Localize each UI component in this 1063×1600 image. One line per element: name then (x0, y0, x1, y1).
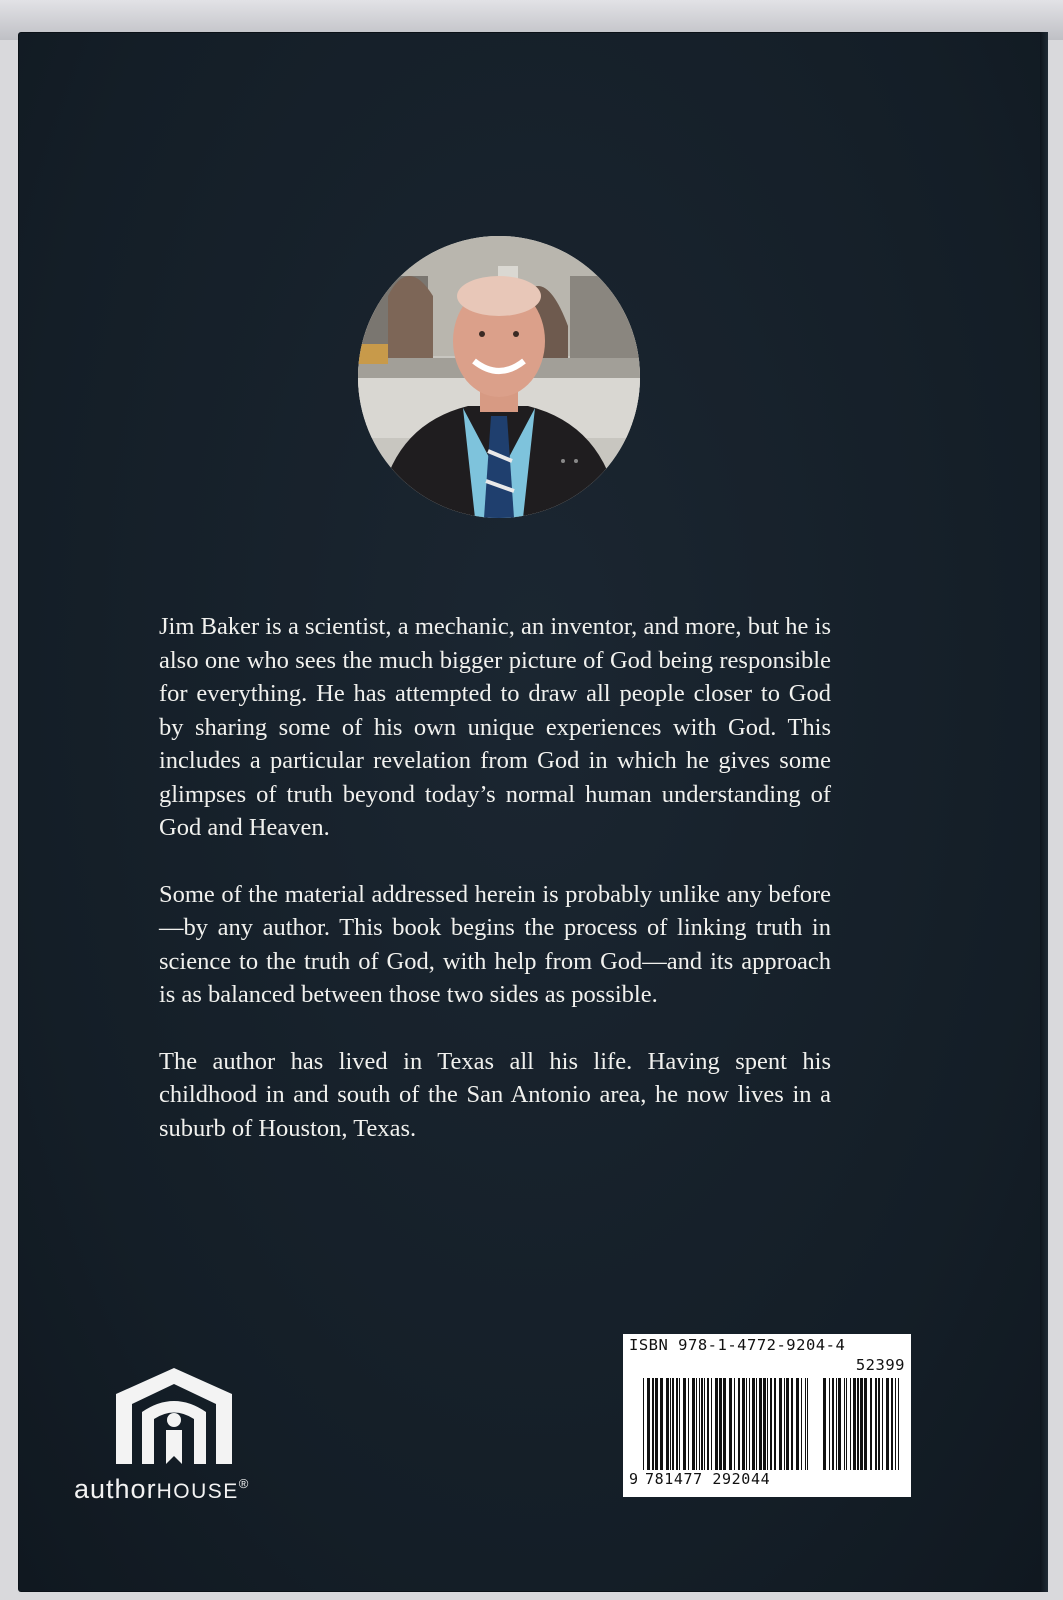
barcode-bar (836, 1378, 837, 1470)
barcode-bar (864, 1378, 867, 1470)
barcode-bar (853, 1378, 856, 1470)
blurb-paragraph: Jim Baker is a scientist, a mechanic, an inventor, and more, but he is also one who sees the much bigger picture of God being responsible for everything. He has attempted to draw all people closer to God by sharing some of his own unique experiences with God. This includes a particular revelation from God in which he gives some glimpses of truth beyond today’s normal human understanding of God and Heaven. (159, 613, 831, 841)
barcode-bar (688, 1378, 689, 1470)
publisher-name (74, 1474, 294, 1505)
barcode-bar (660, 1378, 663, 1470)
barcode-bar (676, 1378, 678, 1470)
barcode-bar (895, 1378, 896, 1470)
barcode-bar (652, 1378, 654, 1470)
barcode-bar (857, 1378, 859, 1470)
barcode-bar (838, 1378, 841, 1470)
barcode-bar (643, 1378, 644, 1470)
blurb-paragraph: The author has lived in Texas all his life. Having spent his childhood in and south of the San Antonio area, he now lives in a suburb of Houston, Texas. (159, 1047, 831, 1142)
barcode-bar (707, 1378, 709, 1470)
publisher-name-part1: author (74, 1474, 157, 1504)
barcode-bar (774, 1378, 776, 1470)
barcode-bar (746, 1378, 747, 1470)
barcode-bar (719, 1378, 722, 1470)
isbn-barcode (623, 1334, 911, 1497)
barcode-bar (763, 1378, 766, 1470)
barcode-bar (786, 1378, 789, 1470)
barcode-bar (701, 1378, 703, 1470)
barcode-bar (767, 1378, 768, 1470)
barcode-bar (704, 1378, 705, 1470)
barcode-bar (729, 1378, 732, 1470)
barcode-bar (801, 1378, 802, 1470)
barcode-bar (779, 1378, 782, 1470)
barcode-bar (666, 1378, 669, 1470)
barcode-bar (882, 1378, 883, 1470)
barcode-bar (749, 1378, 750, 1470)
barcode-bar (807, 1378, 808, 1470)
barcode-bar (891, 1378, 893, 1470)
barcode-bar (738, 1378, 740, 1470)
cover-edge (1040, 32, 1048, 1592)
ean-digits: 781477 292044 (645, 1470, 771, 1488)
price-addon-bars (823, 1378, 905, 1470)
barcode-bar (723, 1378, 726, 1470)
barcode-bar (784, 1378, 785, 1470)
book-back-cover (18, 32, 1048, 1592)
barcode-bar (770, 1378, 772, 1470)
barcode-bar (715, 1378, 718, 1470)
publisher-logo (74, 1364, 274, 1514)
barcode-bar (791, 1378, 793, 1470)
isbn-label: ISBN 978-1-4772-9204-4 (629, 1336, 846, 1354)
ean-barcode-bars (643, 1378, 813, 1470)
barcode-bar (829, 1378, 830, 1470)
blurb-paragraph: Some of the material addressed herein is probably unlike any before—by any author. This book begins the process of linking truth in science to the truth of God, with help from God—and its approach is as balanced between those two sides as possible. (159, 880, 831, 1008)
barcode-bar (759, 1378, 762, 1470)
author-photo (358, 236, 640, 518)
registered-mark: ® (238, 1476, 250, 1491)
house-arch-bookmark-logo (114, 1364, 234, 1464)
barcode-bar (692, 1378, 695, 1470)
barcode-bar (670, 1378, 671, 1470)
barcode-bar (875, 1378, 877, 1470)
barcode-bar (655, 1378, 658, 1470)
barcode-bar (742, 1378, 745, 1470)
barcode-bar (805, 1378, 806, 1470)
ean-first-digit: 9 (629, 1470, 639, 1488)
barcode-bar (860, 1378, 863, 1470)
barcode-bar (696, 1378, 697, 1470)
barcode-bar (752, 1378, 755, 1470)
publisher-name-part2: HOUSE (156, 1480, 239, 1503)
barcode-bar (850, 1378, 851, 1470)
barcode-bar (711, 1378, 712, 1470)
barcode-bar (672, 1378, 674, 1470)
barcode-bar (796, 1378, 799, 1470)
barcode-bar (832, 1378, 834, 1470)
barcode-bar (823, 1378, 826, 1470)
barcode-bar (886, 1378, 889, 1470)
barcode-bar (846, 1378, 847, 1470)
barcode-bar (756, 1378, 757, 1470)
barcode-bar (844, 1378, 845, 1470)
author-blurb (159, 610, 831, 1178)
barcode-bar (898, 1378, 899, 1470)
price-code: 52399 (855, 1356, 905, 1374)
barcode-bar (699, 1378, 700, 1470)
barcode-bar (870, 1378, 872, 1470)
barcode-bar (734, 1378, 735, 1470)
barcode-bar (683, 1378, 686, 1470)
barcode-bar (878, 1378, 880, 1470)
barcode-bar (679, 1378, 680, 1470)
barcode-bar (647, 1378, 650, 1470)
